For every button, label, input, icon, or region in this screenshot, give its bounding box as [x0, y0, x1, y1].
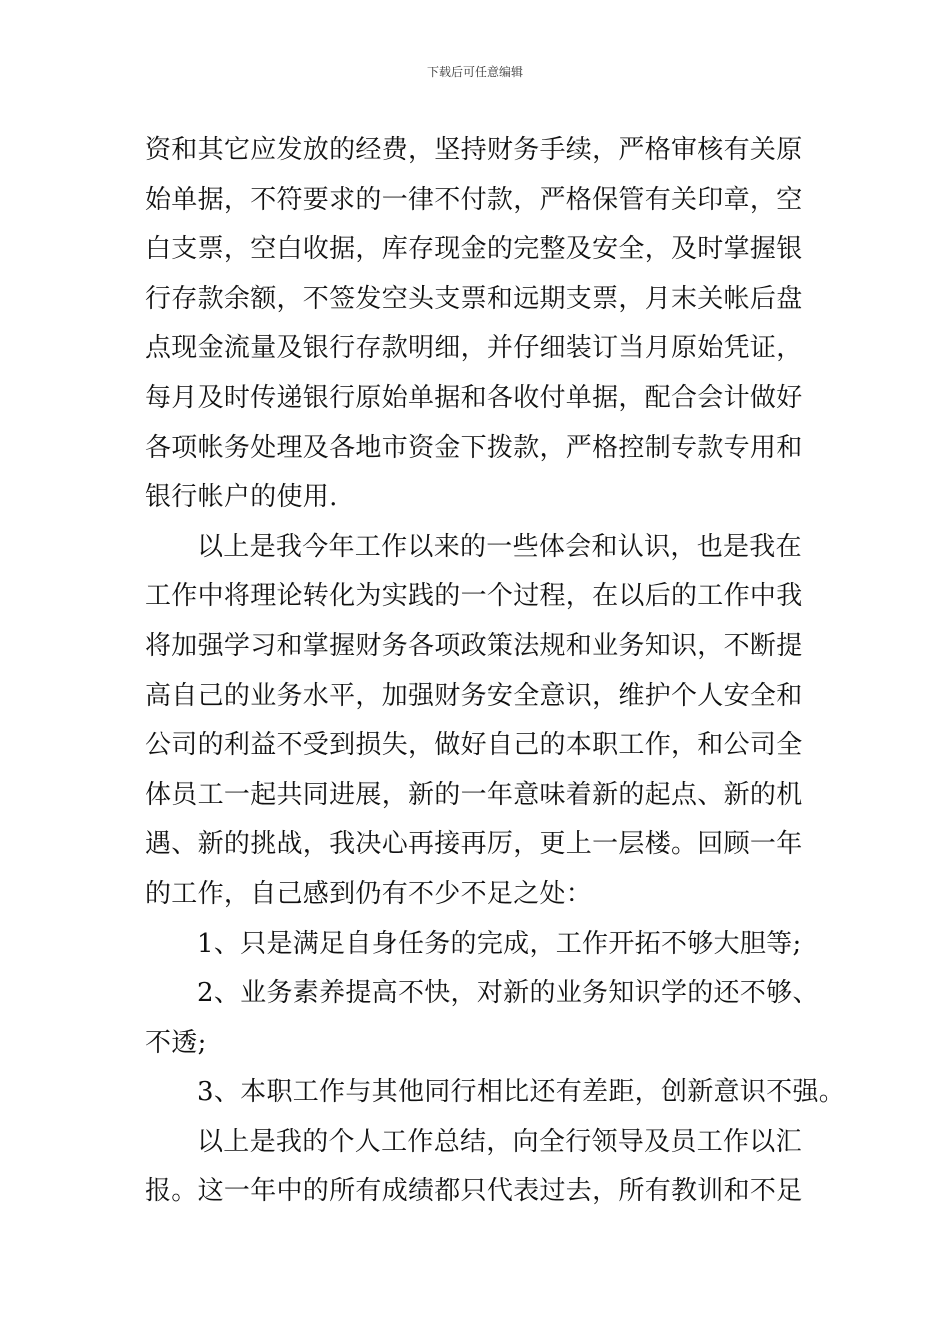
text-line: 不透;	[145, 1027, 207, 1058]
text-line: 白支票，空白收据，库存现金的完整及安全，及时掌握银	[145, 234, 803, 265]
list-item-3: 3、本职工作与其他同行相比还有差距，创新意识不强。	[197, 1077, 846, 1108]
page-header: 下载后可任意编辑	[426, 65, 523, 79]
text-line: 将加强学习和掌握财务各项政策法规和业务知识，不断提	[145, 630, 803, 661]
text-line: 点现金流量及银行存款明细，并仔细装订当月原始凭证，	[145, 333, 803, 364]
text-line: 行存款余额，不签发空头支票和远期支票，月末关帐后盘	[145, 283, 803, 314]
text-line: 始单据，不符要求的一律不付款，严格保管有关印章，空	[145, 184, 803, 215]
paragraph-start-line: 以上是我的个人工作总结，向全行领导及员工作以汇	[197, 1126, 802, 1157]
list-item-2: 2、业务素养提高不快，对新的业务知识学的还不够、	[197, 978, 819, 1009]
text-line: 高自己的业务水平，加强财务安全意识，维护个人安全和	[145, 680, 803, 711]
text-line: 报。这一年中的所有成绩都只代表过去，所有教训和不足	[145, 1176, 803, 1207]
text-line: 每月及时传递银行原始单据和各收付单据，配合会计做好	[145, 382, 803, 413]
text-line: 银行帐户的使用.	[145, 482, 338, 513]
text-line: 各项帐务处理及各地市资金下拨款，严格控制专款专用和	[145, 432, 803, 463]
text-line: 公司的利益不受到损失，做好自己的本职工作，和公司全	[145, 730, 803, 761]
text-line: 资和其它应发放的经费，坚持财务手续，严格审核有关原	[145, 135, 803, 165]
text-line: 的工作，自己感到仍有不少不足之处：	[145, 878, 593, 909]
paragraph-start-line: 以上是我今年工作以来的一些体会和认识，也是我在	[197, 531, 802, 562]
text-line: 体员工一起共同进展，新的一年意味着新的起点、新的机	[145, 779, 803, 810]
document-body	[145, 126, 846, 1217]
text-line: 遇、新的挑战，我决心再接再厉，更上一层楼。回顾一年	[145, 829, 803, 860]
list-item-1: 1、只是满足自身任务的完成，工作开拓不够大胆等;	[197, 928, 802, 959]
text-line: 工作中将理论转化为实践的一个过程，在以后的工作中我	[145, 581, 803, 612]
